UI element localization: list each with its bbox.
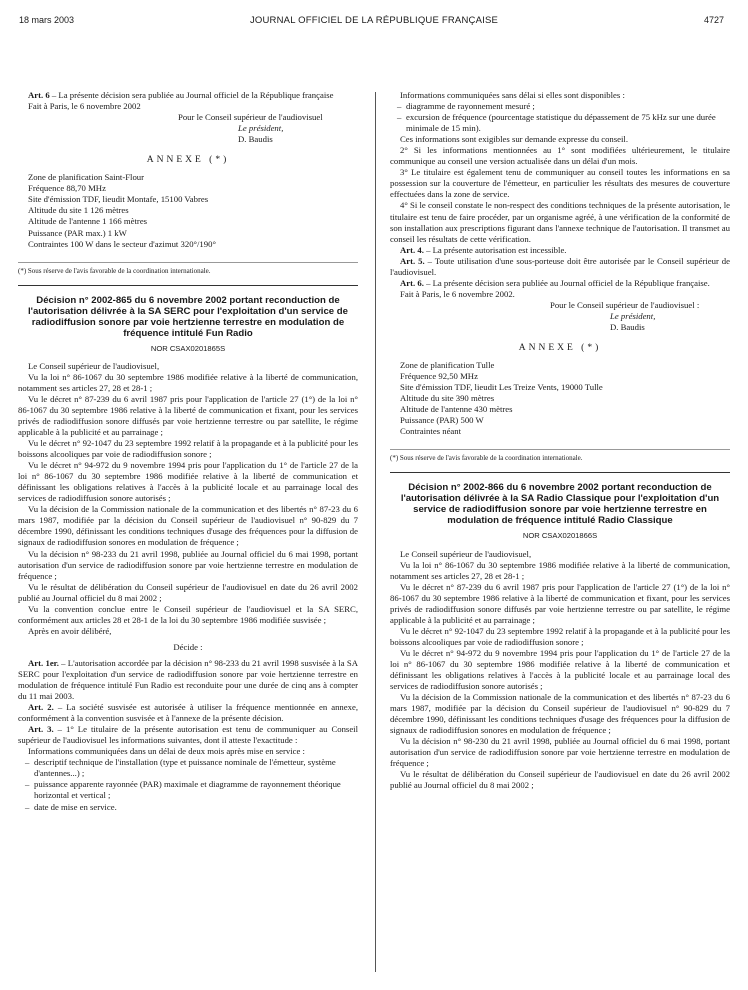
paragraph: Vu la loi n° 86-1067 du 30 septembre 1986 modifiée relative à la liberté de communication, notamment ses articles 27, 28 et 28-1 ; (18, 371, 358, 393)
article-text: – La société susvisée est autorisée à utiliser la fréquence mentionnée en annexe, conformément à la convention susvisée et à l'annexe de la présente décision. (18, 702, 358, 724)
paragraph: Vu la loi n° 86-1067 du 30 septembre 1986 modifiée relative à la liberté de communication, notamment ses articles 27, 28 et 28-1 ; (390, 559, 730, 581)
article (390, 278, 730, 289)
paragraph: Vu le décret n° 92-1047 du 23 septembre 1992 relatif à la propagande et à la publicité pour les boissons alcooliques par voie de radiodiffusion sonore ; (18, 438, 358, 460)
annexe-row: Fréquence 92,50 MHz (400, 371, 478, 382)
annexe-row: Site d'émission TDF, lieudit Montafe, 15100 Vabres (28, 194, 209, 205)
footnote: (*) Sous réserve de l'avis favorable de la coordination internationale. (390, 449, 730, 464)
article (390, 245, 730, 256)
article-text: – La présente décision sera publiée au Journal officiel de la République française (49, 90, 334, 100)
article-label: Art. 1er. (28, 657, 59, 668)
signature-title: Le président, (610, 310, 656, 321)
paragraph: Après en avoir délibéré, (28, 625, 112, 636)
annexe-heading: ANNEXE (*) (518, 343, 602, 354)
annexe-row: Altitude de l'antenne 1 166 mètres (28, 216, 148, 227)
paragraph: Informations communiquées sans délai si elles sont disponibles : (400, 90, 625, 100)
signature-block (18, 112, 358, 145)
paragraph: Ces informations sont exigibles sur demande expresse du conseil. (400, 134, 629, 145)
paragraph: Vu la décision n° 98-233 du 21 avril 1998, publiée au Journal officiel du 6 mai 1998, portant autorisation d'un service de radiodiffusion sonore par voie hertzienne terrestre en modulation de fréquence ; (18, 548, 358, 581)
paragraph: Vu le décret n° 87-239 du 6 avril 1987 pris pour l'application de l'article 27 (1°) de la loi n° 86-1067 du 30 septembre 1986 relative à la liberté de communication et fixant, pour les services privés de radiodiffusion sonore diffusés par voie hertzienne terrestre ou par satellite, le régime applicable à la publicité et au parrainage ; (390, 581, 730, 625)
article-text: – L'autorisation accordée par la décision n° 98-233 du 21 avril 1998 susvisée à la SA SERC pour l'exploitation d'un service de radiodiffusion sonore par voie hertzienne terrestre en modulation de fréquence intitulé Fun Radio est reconduite pour une durée de cinq ans à compter du 11 mai 2003. (18, 657, 358, 702)
article-label: Art. 2. (28, 702, 54, 713)
article-label: Art. 5. (400, 255, 425, 266)
annexe-row: Altitude du site 1 126 mètres (28, 205, 129, 216)
article-text: – La présente autorisation est incessible. (423, 244, 567, 255)
paragraph: Le Conseil supérieur de l'audiovisuel, (28, 360, 160, 371)
page-header (0, 15, 748, 29)
article-label: Art. 6. (400, 277, 424, 288)
paragraph: Vu la décision de la Commission nationale de la communication et des libertés n° 87-23 du 6 mars 1987, modifiée par la décision du Conseil supérieur de l'audiovisuel n° 90-829 du 7 décembre 1990, définissant les conditions techniques d'usage des fréquences pour la diffusion de signaux de radiodiffusion sonores en modulation de fréquence ; (18, 504, 358, 548)
annexe-row: Puissance (PAR) 500 W (400, 415, 484, 426)
annexe-row: Fréquence 88,70 MHz (28, 183, 106, 194)
paragraph: 4° Si le conseil constate le non-respect des conditions techniques de la présente autorisation, le titulaire est tenu de faire procéder, par un organisme agréé, à une vérification de la conformité de son installation aux prescriptions figurant dans l'annexe technique de l'autorisation. Il transmet au conseil les résultats de cette vérification. (390, 200, 730, 244)
annexe-row: Puissance (PAR max.) 1 kW (28, 227, 127, 238)
list-item: – date de mise en service. (34, 802, 358, 813)
signature-line: Pour le Conseil supérieur de l'audiovisuel : (550, 299, 700, 310)
signature-block (390, 300, 730, 333)
annexe-row: Altitude de l'antenne 430 mètres (400, 404, 513, 415)
right-column (390, 90, 730, 792)
paragraph: Vu le résultat de délibération du Conseil supérieur de l'audiovisuel en date du 26 avril 2002 publié au Journal officiel du 8 mai 2002 ; (18, 581, 358, 603)
paragraph: Vu le résultat de délibération du Conseil supérieur de l'audiovisuel en date du 26 avril 2002 publié au Journal officiel du 8 mai 2002 ; (390, 769, 730, 791)
column-divider (375, 92, 376, 972)
list-item: – descriptif technique de l'installation (type et puissance nominale de l'émetteur, système d'antennes...) ; (34, 757, 358, 779)
article (18, 702, 358, 724)
paragraph: 2° Si les informations mentionnées au 1° sont modifiées ultérieurement, le titulaire communique au conseil une version actualisée dans un délai d'un mois. (390, 145, 730, 167)
annexe-heading: ANNEXE (*) (146, 155, 230, 166)
article-label: Art. 3. (28, 724, 54, 735)
header-title: JOURNAL OFFICIEL DE LA RÉPUBLIQUE FRANÇAISE (249, 15, 499, 26)
article-label: Art. 6 (28, 90, 50, 100)
paragraph: Le Conseil supérieur de l'audiovisuel, (400, 548, 532, 559)
paragraph: Vu le décret n° 87-239 du 6 avril 1987 pris pour l'application de l'article 27 (1°) de la loi n° 86-1067 du 30 septembre 1986 relative à la liberté de communication et fixant, pour les services privés de radiodiffusion sonore diffusés par voie hertzienne terrestre ou par satellite, le régime applicable à la publicité et au parrainage ; (18, 393, 358, 437)
paragraph: Vu la décision n° 98-230 du 21 avril 1998, publiée au Journal officiel du 6 mai 1998, portant autorisation d'un service de radiodiffusion sonore par voie hertzienne terrestre en modulation de fréquence ; (390, 736, 730, 769)
header-page-number: 4727 (703, 15, 724, 25)
list-item: – puissance apparente rayonnée (PAR) maximale et diagramme de rayonnement théorique horizontal et vertical ; (34, 779, 358, 801)
annexe-row: Site d'émission TDF, lieudit Les Treize Vents, 19000 Tulle (400, 382, 603, 393)
paragraph: Vu le décret n° 94-972 du 9 novembre 1994 pris pour l'application du 1° de l'article 27 de la loi n° 86-1067 du 30 septembre 1986 modifiée relative à la liberté de communication et définissant les obligations relatives à l'accès à la publicité locale et au parrainage local des services de radiodiffusion sonore autorisés ; (390, 647, 730, 692)
annexe-row: Zone de planification Tulle (400, 360, 495, 371)
annexe-table (28, 172, 358, 249)
annexe-table (400, 360, 730, 437)
fait-line: Fait à Paris, le 6 novembre 2002 (28, 101, 141, 112)
fait-line: Fait à Paris, le 6 novembre 2002. (400, 288, 515, 299)
annexe-row: Altitude du site 390 mètres (400, 393, 495, 404)
section-rule (18, 285, 358, 286)
article (18, 90, 358, 101)
article-text: – Toute utilisation d'une sous-porteuse doit être autorisée par le Conseil supérieur de l'audiovisuel. (390, 255, 730, 277)
footnote: (*) Sous réserve de l'avis favorable de la coordination internationale. (18, 262, 358, 277)
header-date: 18 mars 2003 (19, 15, 75, 25)
nor-reference: NOR CSAX0201865S (150, 343, 226, 353)
bullet-list (18, 757, 358, 812)
article-text: – 1° Le titulaire de la présente autorisation est tenu de communiquer au Conseil supérieur de l'audiovisuel les informations suivantes, dont il atteste l'exactitude : (18, 724, 358, 746)
annexe-row: Zone de planification Saint-Flour (28, 172, 145, 183)
article (18, 658, 358, 702)
paragraph: 3° Le titulaire est également tenu de communiquer au conseil toutes les informations en sa possession sur la couverture de l'émetteur, en particulier les résultats des mesures de couverture effectuées dans la zone de service. (390, 167, 730, 200)
section-rule (390, 472, 730, 473)
paragraph: Vu la convention conclue entre le Conseil supérieur de l'audiovisuel et la SA SERC, conformément aux articles 28 et 28-1 de la loi du 30 septembre 1986 modifiée susvisée ; (18, 603, 358, 625)
signature-name: D. Baudis (610, 321, 645, 332)
decide-heading: Décide : (173, 641, 203, 652)
article-label: Art. 4. (400, 244, 424, 255)
article (18, 724, 358, 746)
signature-name: D. Baudis (238, 134, 273, 145)
bullet-list (390, 101, 730, 134)
paragraph: Informations communiquées dans un délai de deux mois après mise en service : (28, 746, 305, 757)
annexe-row: Contraintes 100 W dans le secteur d'azimut 320°/190° (28, 238, 216, 249)
paragraph: Vu la décision de la Commission nationale de la communication et des libertés n° 87-23 du 6 mars 1987, modifiée par la décision du Conseil supérieur de l'audiovisuel n° 90-829 du 7 décembre 1990, définissant les conditions techniques d'usage des fréquences pour la diffusion de signaux de radiodiffusion sonores en modulation de fréquence ; (390, 692, 730, 736)
decision-title: Décision n° 2002-866 du 6 novembre 2002 portant reconduction de l'autorisation délivrée à la SA Radio Classique pour l'exploitation d'un service de radiodiffusion sonore par voie hertzienne terrestre en modulation de fréquence intitulé Radio Classique (400, 482, 720, 527)
list-item: – diagramme de rayonnement mesuré ; (406, 101, 730, 112)
left-column (18, 90, 358, 813)
article-text: – La présente décision sera publiée au Journal officiel de la République française. (423, 277, 710, 288)
signature-line: Pour le Conseil supérieur de l'audiovisuel (178, 112, 323, 123)
decision-title: Décision n° 2002-865 du 6 novembre 2002 portant reconduction de l'autorisation délivrée à la SA SERC pour l'exploitation d'un service de radiodiffusion sonore par voie hertzienne terrestre en modulation de fréquence intitulé Fun Radio (28, 294, 348, 339)
paragraph: Vu le décret n° 94-972 du 9 novembre 1994 pris pour l'application du 1° de l'article 27 de la loi n° 86-1067 du 30 septembre 1986 modifiée relative à la liberté de communication et définissant les obligations relatives à l'accès à la publicité locale et au parrainage local des services de radiodiffusion sonore autorisés ; (18, 460, 358, 504)
nor-reference: NOR CSAX0201866S (522, 531, 598, 541)
annexe-row: Contraintes néant (400, 426, 462, 437)
signature-title: Le président, (238, 123, 284, 134)
list-item: – excursion de fréquence (pourcentage statistique du dépassement de 75 kHz sur une durée minimale de 15 min). (406, 112, 730, 134)
paragraph: Vu le décret n° 92-1047 du 23 septembre 1992 relatif à la propagande et à la publicité pour les boissons alcooliques par voie de radiodiffusion sonore ; (390, 625, 730, 647)
article (390, 256, 730, 278)
